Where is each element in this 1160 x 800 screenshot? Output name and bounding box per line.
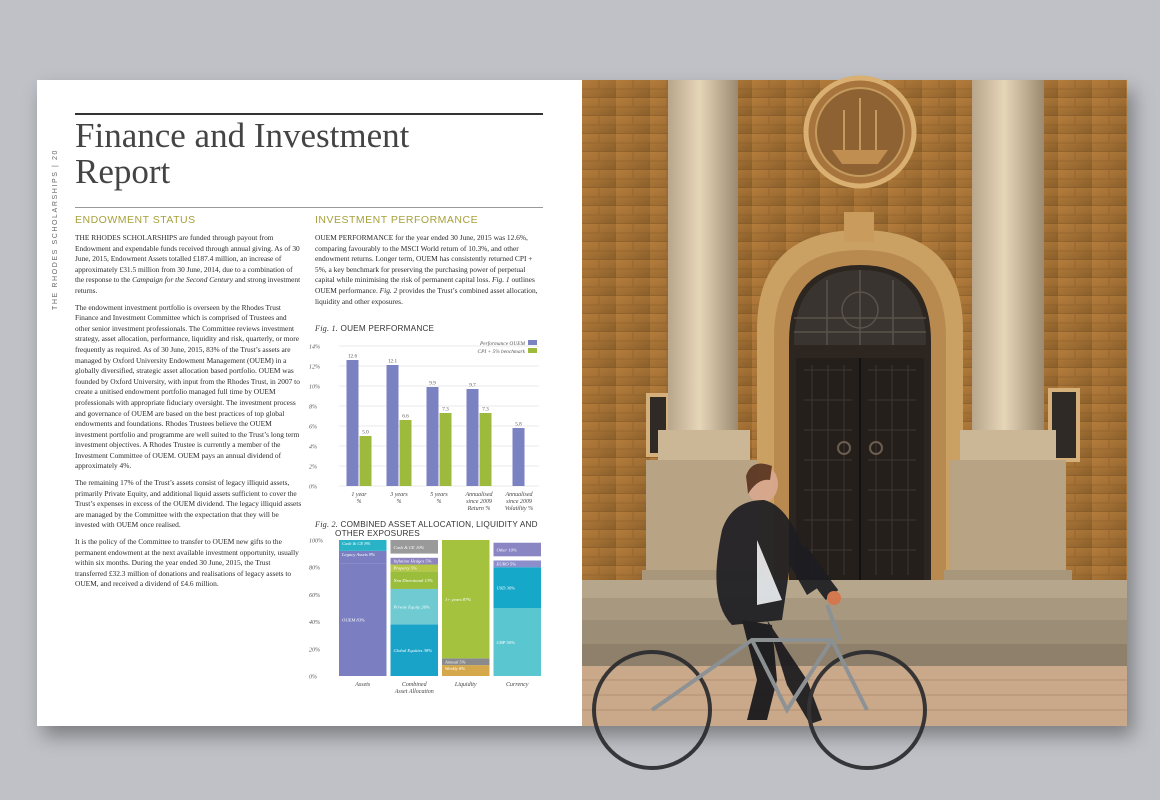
photo-page <box>582 80 1127 726</box>
fig1-y-tick: 8% <box>309 404 317 411</box>
fig1-bar <box>440 413 452 486</box>
title-line-2: Report <box>75 152 171 191</box>
fig2-column-label: Combined <box>401 682 427 688</box>
fig1-bar <box>347 360 359 486</box>
title-line-1: Finance and Investment <box>75 116 410 155</box>
left-page <box>37 80 582 726</box>
fig1-category-label: since 2009 <box>506 499 532 505</box>
fig1-category-label: Volatility % <box>504 506 534 512</box>
fig1-y-tick: 0% <box>309 484 317 491</box>
endowment-paragraph-3: The remaining 17% of the Trust’s assets consist of legacy illiquid assets, primarily Private Equity, and additional liquid assets sufficient to cover the Trust’s expenses in excess of the OUEM dividend. The legacy illiquid assets are managed by the Committee with the expectation that they will be invested with OUEM once realised. <box>75 478 302 530</box>
fig2-segment-label: Legacy Assets 9% <box>342 551 376 557</box>
performance-paragraph: OUEM PERFORMANCE for the year ended 30 June, 2015 was 12.6%, comparing favourably to the MSCI World return of 10.3%, and other endowment returns. Longer term, OUEM has consistently returned CPI + 5%, a key benchmark for preserving the purchasing power of perpetual capital while minimising the risk of permanent capital loss. Fig. 1 outlines OUEM performance. Fig. 2 provides the Trust’s combined asset allocation, liquidity and other exposures. <box>315 233 538 306</box>
fig1-y-tick: 10% <box>309 384 320 391</box>
fig1-bar-label: 9.7 <box>469 382 476 389</box>
fig2-segment <box>494 556 542 560</box>
building-photo <box>582 80 1127 726</box>
fig2-stacked-chart <box>307 536 547 706</box>
fig1-y-tick: 14% <box>309 344 320 351</box>
fig1-legend-label: CPI + 5% benchmark <box>477 349 525 355</box>
fig2-segment-label: Global Equities 38% <box>393 648 433 654</box>
fig2-segment-label: Cash & CE 8% <box>342 541 371 546</box>
fig1-category-label: 5 years <box>430 492 448 498</box>
endowment-column <box>75 233 302 596</box>
fig2-segment <box>391 554 439 558</box>
section-rule <box>75 207 543 208</box>
fig1-bar <box>467 389 479 486</box>
endowment-paragraph-4: It is the policy of the Committee to transfer to OUEM new gifts to the permanent endowment at the next available investment opportunity, usually within six months. During the year ended 30 June, 2015, the Trust transferred £32.3 million of donations and realisations of legacy assets to OUEM, and received a dividend of £4.6 million. <box>75 537 299 589</box>
fig1-bar <box>513 428 525 486</box>
endowment-heading: ENDOWMENT STATUS <box>75 214 196 226</box>
fig1-bar-label: 12.1 <box>387 358 398 365</box>
fig2-segment-label: 1+ years 87% <box>445 597 472 603</box>
fig1-y-tick: 4% <box>309 444 317 451</box>
fig1-category-label: since 2009 <box>466 499 492 505</box>
fig2-segment-label: Weekly 8% <box>445 666 466 672</box>
fig1-bar <box>400 420 412 486</box>
fig1-category-label: Annualised <box>505 492 533 498</box>
fig2-segment-label: Cash & CE 10% <box>393 544 425 550</box>
fig1-category-label: Return % <box>467 506 491 512</box>
fig1-legend-swatch <box>528 348 537 353</box>
fig2-segment-label: Inflation Hedges 5% <box>393 558 432 564</box>
fig2-segment-label: Private Equity 26% <box>393 604 430 610</box>
fig2-y-tick: 80% <box>309 565 320 572</box>
fig1-bar-label: 6.6 <box>402 413 409 420</box>
fig1-y-tick: 6% <box>309 424 317 431</box>
fig2-segment-label: USD 30% <box>496 585 516 591</box>
fig1-bar <box>427 387 439 486</box>
fig1-bar <box>387 365 399 486</box>
fig1-bar-label: 9.9 <box>429 380 436 387</box>
fig1-bar-label: 7.3 <box>482 406 489 413</box>
fig1-category-label: % <box>436 499 442 505</box>
fig1-bar-chart <box>307 338 547 512</box>
fig2-column-label: Assets <box>355 682 371 688</box>
fig2-segment-label: GBP 50% <box>496 640 515 645</box>
book-spread <box>37 80 1127 726</box>
fig2-column-label: Currency <box>506 682 529 688</box>
fig2-column-label: Asset Allocation <box>394 689 434 695</box>
fig2-y-tick: 20% <box>309 647 320 654</box>
fig1-bar <box>360 436 372 486</box>
fig2-y-tick: 40% <box>309 620 320 627</box>
endowment-paragraph-2: The endowment investment portfolio is overseen by the Rhodes Trust Finance and Investment Committee which is comprised of Trustees and other senior investment professionals. The Committee reviews investment strategy, asset allocation, performance, liquidity and risk, quarterly, or more frequently as required. As of 30 June, 2015, 83% of the Trust’s assets are managed by Oxford University Endowment Management (OUEM) in a globally diversified, strategic asset allocation based portfolio. OUEM was founded by Oxford University, with input from the Rhodes Trust, in 2007 to create a unitised endowment portfolio managed full time by OUEM professionals with appropriate fiduciary oversight. The investment process and governance of OUEM are based on the best practices of top global endowments and foundations. Rhodes Trustees believe the OUEM investment portfolio and programme are well suited to the Trust’s long term investment objectives. A Rhodes Trustee is currently a member of the Investment Committee of OUEM. OUEM pays an annual dividend of approximately 4%. <box>75 302 300 471</box>
performance-column <box>315 233 543 313</box>
fig1-legend-swatch <box>528 340 537 345</box>
fig1-category-label: 3 years <box>390 492 408 498</box>
running-head <box>52 110 62 340</box>
top-rule <box>75 113 543 115</box>
fig1-category-label: % <box>356 499 362 505</box>
fig2-segment-label: Non Directional 13% <box>393 578 433 584</box>
fig1-category-label: 1 year <box>351 492 367 498</box>
fig2-y-tick: 100% <box>309 538 323 545</box>
fig2-y-tick: 0% <box>309 674 317 681</box>
fig1-y-tick: 12% <box>309 364 320 371</box>
fig1-bar-label: 12.6 <box>347 353 358 360</box>
endowment-paragraph-1: THE RHODES SCHOLARSHIPS are funded through payout from Endowment and expendable funds received through annual giving. As of 30 June, 2015, Endowment Assets totalled £187.4 million, an increase of approximately £31.5 million from 30 June, 2014, due to a combination of the response to the Campaign for the Second Century and strong investment returns. <box>75 233 301 295</box>
fig1-title: Fig. 1. OUEM PERFORMANCE <box>315 324 435 333</box>
fig2-segment-label: Annual 5% <box>445 659 466 665</box>
fig1-bar-label: 7.3 <box>442 406 449 413</box>
fig2-segment-label: Property 5% <box>393 565 417 571</box>
fig1-category-label: % <box>396 499 402 505</box>
fig1-category-label: Annualised <box>465 492 493 498</box>
fig1-bar <box>480 413 492 486</box>
fig1-legend-label: Performance OUEM <box>479 341 525 347</box>
fig2-title: Fig. 2. COMBINED ASSET ALLOCATION, LIQUIDITY AND OTHER EXPOSURES <box>315 520 538 538</box>
fig2-y-tick: 60% <box>309 592 320 599</box>
page-title <box>75 118 545 190</box>
fig1-y-tick: 2% <box>309 464 317 471</box>
performance-heading: INVESTMENT PERFORMANCE <box>315 214 479 226</box>
fig1-bar-label: 5.0 <box>362 429 369 436</box>
fig2-column-label: Liquidity <box>454 682 477 688</box>
running-head-text: THE RHODES SCHOLARSHIPS | 20 <box>52 149 59 310</box>
fig2-segment-label: EURO 5% <box>496 561 517 567</box>
fig2-segment-label: Other 10% <box>496 547 517 553</box>
fig1-bar-label: 5.8 <box>515 421 522 428</box>
fig2-segment-label: OUEM 83% <box>342 617 365 623</box>
